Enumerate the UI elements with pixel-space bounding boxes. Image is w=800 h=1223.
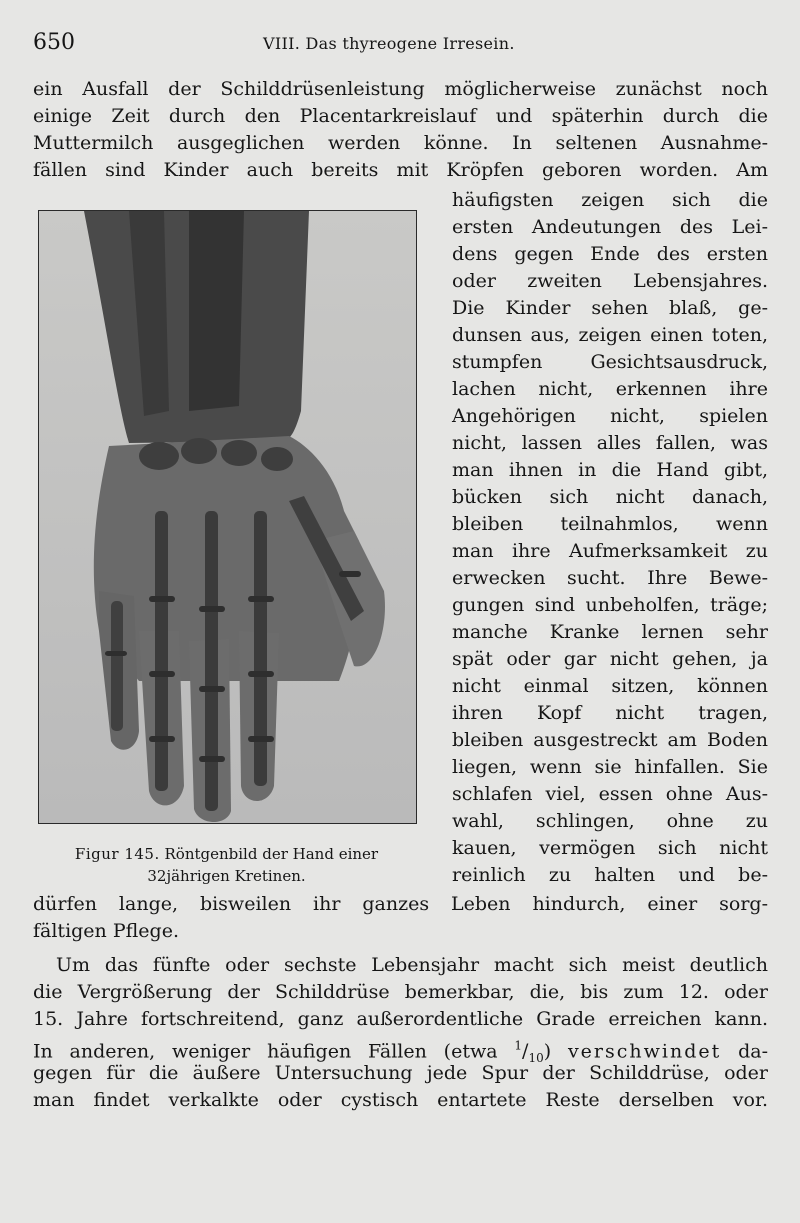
text-fragment: In anderen, weniger häufigen Fällen (etwa (33, 1040, 515, 1063)
page-header (33, 30, 768, 60)
caption-line: Röntgenbild der Hand einer (164, 845, 379, 863)
text-line: ein Ausfall der Schilddrüsenleistung möglicherweise zunächst noch (33, 78, 768, 100)
xray-hand-image (39, 211, 416, 823)
text-line: bleiben ausgestreckt am Boden (452, 729, 768, 751)
text-line: reinlich zu halten und be- (452, 864, 768, 886)
fraction-numerator: 1 (514, 1039, 523, 1053)
emphasized-text: verschwindet (567, 1040, 722, 1063)
text-line: Angehörigen nicht, spielen (452, 405, 768, 427)
figure-number: Figur 145. (74, 845, 160, 863)
text-line: kauen, vermögen sich nicht (452, 837, 768, 859)
text-line: nicht einmal sitzen, können (452, 675, 768, 697)
text-line: ersten Andeutungen des Lei- (452, 216, 768, 238)
xray-hand-figure (38, 210, 417, 824)
text-fragment: ) (543, 1040, 568, 1063)
text-fragment: da- (721, 1040, 768, 1063)
figure-caption (38, 843, 415, 887)
text-line: spät oder gar nicht gehen, ja (452, 648, 768, 670)
text-line: manche Kranke lernen sehr (452, 621, 768, 643)
text-line: erwecken sucht. Ihre Bewe- (452, 567, 768, 589)
page-number: 650 (33, 30, 75, 55)
fraction: $^1/_{10}$ (514, 1039, 544, 1066)
text-line: dunsen aus, zeigen einen toten, (452, 324, 768, 346)
text-line: lachen nicht, erkennen ihre (452, 378, 768, 400)
text-line: 15. Jahre fortschreitend, ganz außerordentliche Grade erreichen kann. (33, 1008, 768, 1030)
text-line: stumpfen Gesichtsausdruck, (452, 351, 768, 373)
text-line: Um das fünfte oder sechste Lebensjahr macht sich meist deutlich (56, 954, 768, 976)
text-line: bleiben teilnahmlos, wenn (452, 513, 768, 535)
caption-line: 32jährigen Kretinen. (147, 867, 306, 885)
text-line: Die Kinder sehen blaß, ge- (452, 297, 768, 319)
text-line: dürfen lange, bisweilen ihr ganzes Leben hindurch, einer sorg- (33, 893, 768, 915)
text-line: man ihre Aufmerksamkeit zu (452, 540, 768, 562)
text-line: gungen sind unbeholfen, träge; (452, 594, 768, 616)
text-line: dens gegen Ende des ersten (452, 243, 768, 265)
text-line: häufigsten zeigen sich die (452, 189, 768, 211)
text-line: man findet verkalkte oder cystisch entartete Reste derselben vor. (33, 1089, 768, 1111)
running-head: VIII. Das thyreogene Irresein. (263, 34, 515, 53)
text-line: nicht, lassen alles fallen, was (452, 432, 768, 454)
text-line: man ihnen in die Hand gibt, (452, 459, 768, 481)
text-line: liegen, wenn sie hinfallen. Sie (452, 756, 768, 778)
text-line: fältigen Pflege. (33, 920, 179, 942)
fraction-denominator: 10 (528, 1051, 544, 1066)
text-line: schlafen viel, essen ohne Aus- (452, 783, 768, 805)
text-line: einige Zeit durch den Placentarkreislauf und späterhin durch die (33, 105, 768, 127)
text-line: gegen für die äußere Untersuchung jede Spur der Schilddrüse, oder (33, 1062, 768, 1084)
text-line: bücken sich nicht danach, (452, 486, 768, 508)
text-line: oder zweiten Lebensjahres. (452, 270, 768, 292)
text-line: wahl, schlingen, ohne zu (452, 810, 768, 832)
text-line: Muttermilch ausgeglichen werden könne. In seltenen Ausnahme- (33, 132, 768, 154)
text-line: ihren Kopf nicht tragen, (452, 702, 768, 724)
text-line: die Vergrößerung der Schilddrüse bemerkbar, die, bis zum 12. oder (33, 981, 768, 1003)
text-line: fällen sind Kinder auch bereits mit Kröpfen geboren worden. Am (33, 159, 768, 181)
